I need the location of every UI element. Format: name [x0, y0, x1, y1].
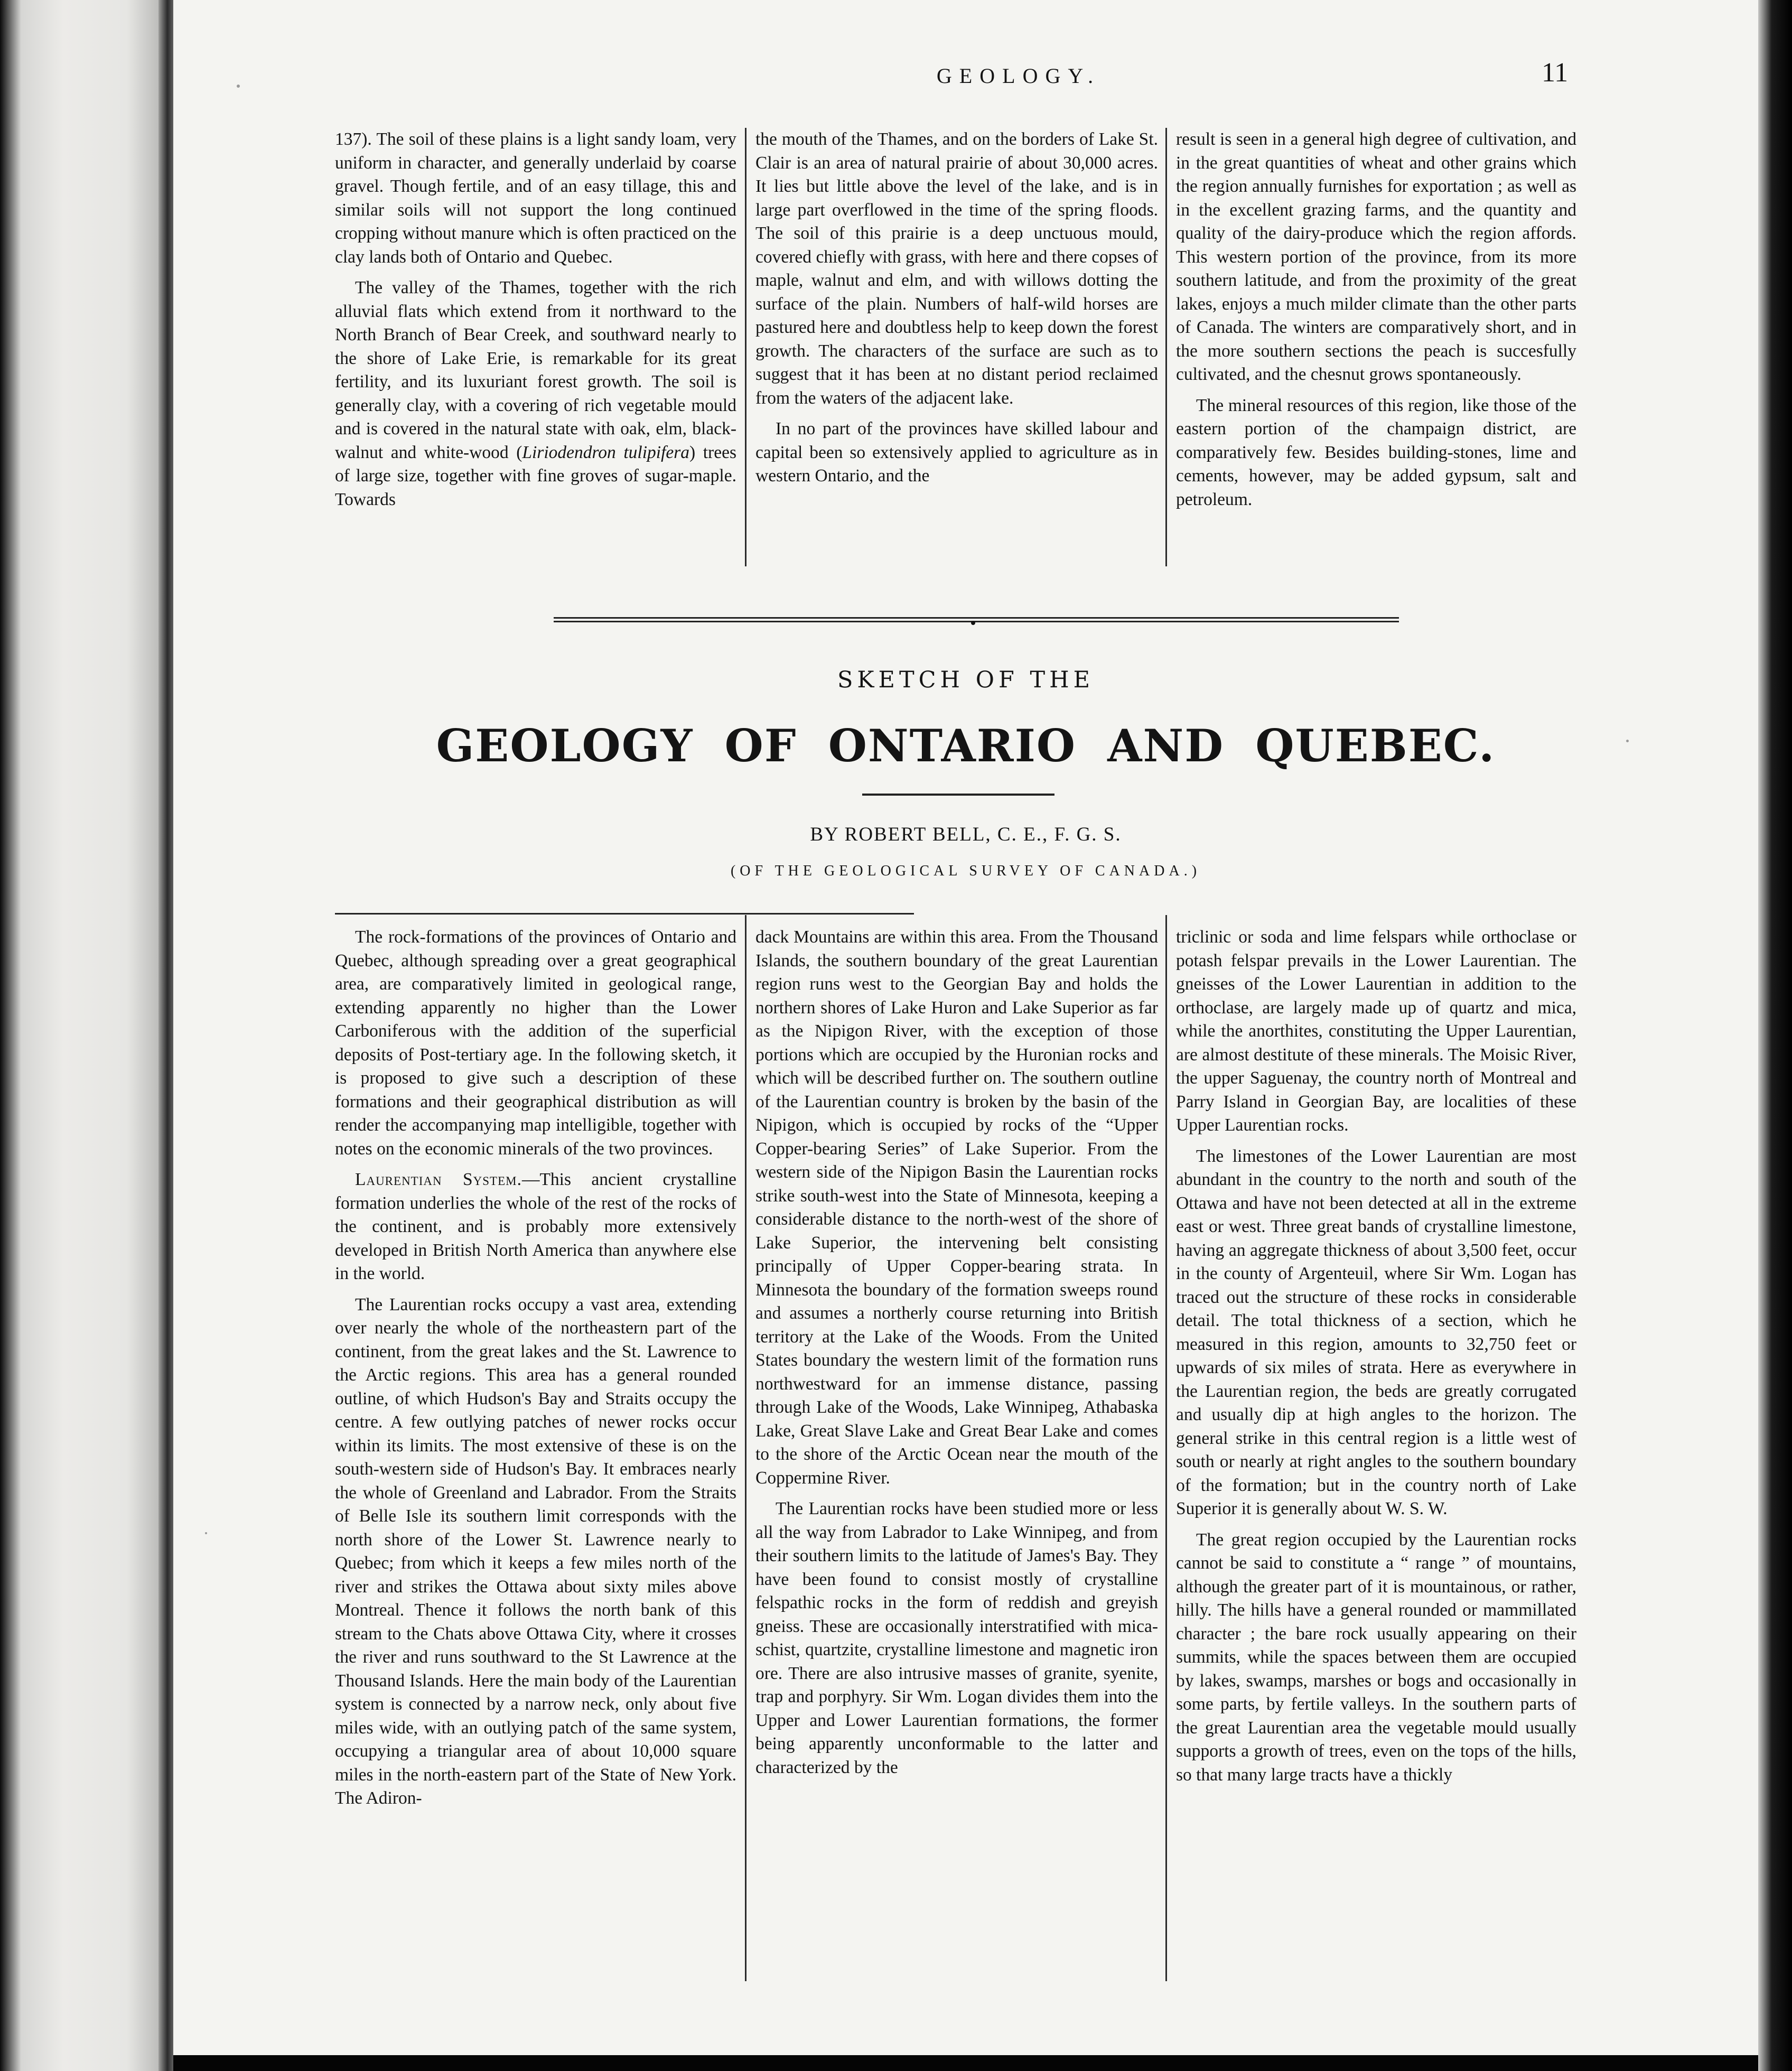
paper-speck	[1626, 740, 1629, 742]
paragraph	[335, 1168, 736, 1286]
paragraph: dack Mountains are within this area. From the Thousand Islands, the southern boundary of the great Laurentian region runs west to the Georgian Bay and holds the northern shores of Lake Huron and Lake Superior as far as the Nipigon River, with the exception of those portions which are occupied by the Huronian rocks and which will be described further on. The southern outline of the Laurentian country is broken by the basin of the Nipigon, which is occupied by rocks of the “Upper Copper-bearing Series” of Lake Superior. From the western side of the Nipigon Basin the Laurentian rocks strike south-west into the State of Minnesota, keeping a considerable distance to the north-west of the shore of Lake Superior, the intervening belt consisting principally of Upper Copper-bearing strata. In Minnesota the boundary of the formation sweeps round and assumes a northerly course returning into British territory at the Lake of the Woods. From the United States boundary the western limit of the formation runs northwestward for an immense distance, passing through Lake of the Woods, Lake Winnipeg, Athabaska Lake, Great Slave Lake and Great Bear Lake and comes to the shore of the Arctic Ocean near the mouth of the Coppermine River.	[755, 927, 1158, 1488]
article-byline: BY ROBERT BELL, C. E., F. G. S.	[810, 824, 1122, 845]
paragraph	[335, 276, 736, 511]
paragraph: 137). The soil of these plains is a light sandy loam, very uniform in character, and generally underlaid by coarse gravel. Though fertile, and of an easy tillage, this and similar soils will not support the long continued cropping without manure which is often practiced on the clay lands both of Ontario and Quebec.	[335, 129, 736, 267]
column-divider	[745, 915, 746, 1981]
ornamental-rule	[554, 617, 1399, 623]
title-rule	[862, 794, 1054, 796]
species-name: Liriodendron tulipifera	[522, 442, 690, 462]
column-divider	[1165, 128, 1167, 566]
paragraph: The mineral resources of this region, like those of the eastern portion of the champaign district, are comparatively few. Besides building-stones, lime and cements, however, may be added gypsum, salt and petroleum.	[1176, 395, 1576, 509]
book-gutter	[158, 0, 173, 2071]
article-column-3	[1176, 926, 1576, 1985]
paragraph-text: —This ancient crystalline formation underlies the whole of the rest of the rocks of the continent, and is probably more extensively developed in British North America than anywhere else in the world.	[335, 1170, 736, 1283]
facing-page-edge	[0, 0, 158, 2071]
book-page	[173, 0, 1758, 2055]
column-divider	[1165, 915, 1167, 1981]
paragraph: result is seen in a general high degree of cultivation, and in the great quantities of wheat and other grains which the region annually furnishes for exportation ; as well as in the excellent grazing farms, and the quantity and quality of the dairy-produce which the region affords. This western portion of the province, from its more southern latitude, and from the proximity of the great lakes, enjoys a much milder climate than the other parts of Canada. The winters are comparatively short, and in the more southern sections the peach is succesfully cultivated, and the chesnut grows spontaneously.	[1176, 129, 1576, 384]
paper-speck	[237, 85, 240, 88]
page-number: 11	[1542, 58, 1569, 88]
paragraph: The Laurentian rocks occupy a vast area, extending over nearly the whole of the northeastern part of the continent, from the great lakes and the St. Lawrence to the Arctic regions. This area has a general rounded outline, of which Hudson's Bay and Straits occupy the centre. A few outlying patches of newer rocks occur within its limits. The most extensive of these is on the south-western side of Hudson's Bay. It embraces nearly the whole of Greenland and Labrador. From the Straits of Belle Isle its southern limit corresponds with the north shore of the Lower St. Lawrence nearly to Quebec; from which it keeps a few miles north of the river and strikes the Ottawa about sixty miles above Montreal. Thence it follows the north bank of this stream to the Chats above Ottawa City, where it crosses the river and runs southward to the St Lawrence at the Thousand Islands. Here the main body of the Laurentian system is connected by a narrow neck, only about five miles wide, with an outlying patch of the same system, occupying a triangular area of about 10,000 square miles in the north-eastern part of the State of New York. The Adiron-	[335, 1294, 736, 1808]
paragraph: The great region occupied by the Laurentian rocks cannot be said to constitute a “ range ” of mountains, although the greater part of it is mountainous, or rather, hilly. The hills have a general rounded or mammillated character ; the bare rock usually appearing on their summits, while the spaces between them are occupied by lakes, swamps, marshes or bogs and occasionally in some parts, by fertile valleys. In the southern parts of the great Laurentian area the vegetable mould usually supports a growth of trees, even on the tops of the hills, so that many large tracts have a thickly	[1176, 1529, 1576, 1785]
paragraph-text: ) trees of large size, together with fine groves of sugar-maple. Towards	[335, 442, 736, 509]
paragraph: the mouth of the Thames, and on the borders of Lake St. Clair is an area of natural prairie of about 30,000 acres. It lies but little above the level of the lake, and is in large part overflowed in the time of the spring floods. The soil of this prairie is a deep unctuous mould, covered chiefly with grass, with here and there copses of maple, walnut and elm, and with willows dotting the surface of the plain. Numbers of half-wild horses are pastured here and doubtless help to keep down the forest growth. The characters of the surface are such as to suggest that it has been at no distant period reclaimed from the waters of the adjacent lake.	[755, 129, 1158, 408]
paragraph-text: The valley of the Thames, together with the rich alluvial flats which extend from it northward to the North Branch of Bear Creek, and southward nearly to the shore of Lake Erie, is remarkable for its great fertility, and its luxuriant forest growth. The soil is generally clay, with a covering of rich vegetable mould and is covered in the natural state with oak, elm, black-walnut and white-wood (	[335, 278, 736, 462]
author-affiliation: (OF THE GEOLOGICAL SURVEY OF CANADA.)	[730, 863, 1201, 879]
column-divider	[745, 128, 746, 566]
paper-speck	[205, 1532, 207, 1534]
top-column-1	[335, 128, 736, 571]
paragraph: The rock-formations of the provinces of Ontario and Quebec, although spreading over a great geographical area, are comparatively limited in geological range, extending apparently no higher than the Lower Carboniferous with the addition of the superficial deposits of Post-tertiary age. In the following sketch, it is proposed to give such a description of these formations and their geographical distribution as will render the accompanying map intelligible, together with notes on the economic minerals of the two provinces.	[335, 927, 736, 1159]
section-rule	[335, 913, 914, 915]
paragraph: The Laurentian rocks have been studied more or less all the way from Labrador to Lake Winnipeg, and from their southern limits to the latitude of James's Bay. They have been found to consist mostly of crystalline felspathic rocks in the form of reddish and greyish gneiss. These are occasionally interstratified with mica-schist, quartzite, crystalline limestone and magnetic iron ore. There are also intrusive masses of granite, syenite, trap and porphyry. Sir Wm. Logan divides them into the Upper and Lower Laurentian formations, the former being apparently unconformable to the latter and characterized by the	[755, 1499, 1158, 1777]
article-column-1	[335, 926, 736, 1985]
paragraph: In no part of the provinces have skilled labour and capital been so extensively applied to agriculture as in western Ontario, and the	[755, 419, 1158, 486]
top-column-3	[1176, 128, 1576, 571]
running-head: GEOLOGY.	[936, 64, 1101, 88]
article-title: GEOLOGY OF ONTARIO AND QUEBEC.	[436, 720, 1496, 772]
page-edge-shadow	[1758, 0, 1792, 2071]
paragraph: The limestones of the Lower Laurentian are most abundant in the country to the north and south of the Ottawa and have not been detected at all in the extreme east or west. Three great bands of crystalline limestone, having an aggregate thickness of about 3,500 feet, occur in the county of Argenteuil, where Sir Wm. Logan has traced out the structure of these rocks in considerable detail. The total thickness of a section, which he measured in this region, amounts to 32,750 feet or upwards of six miles of strata. Here as everywhere in the Laurentian region, the beds are greatly corrugated and usually dip at high angles to the horizon. The general strike in this central region is a little west of south or nearly at right angles to the southern boundary of the formation; but in the country north of Lake Superior it is generally about W. S. W.	[1176, 1146, 1576, 1518]
article-column-2	[755, 926, 1158, 1985]
section-heading: Laurentian System.	[355, 1170, 522, 1189]
top-column-2	[755, 128, 1158, 571]
article-kicker: SKETCH OF THE	[837, 667, 1095, 693]
paragraph: triclinic or soda and lime felspars while orthoclase or potash felspar prevails in the Lower Laurentian. The gneisses of the Lower Laurentian in addition to the orthoclase, are largely made up of quartz and mica, while the anorthites, constituting the Upper Laurentian, are almost destitute of these minerals. The Moisic River, the upper Saguenay, the country north of Montreal and Parry Island in Georgian Bay, are localities of these Upper Laurentian rocks.	[1176, 927, 1576, 1135]
